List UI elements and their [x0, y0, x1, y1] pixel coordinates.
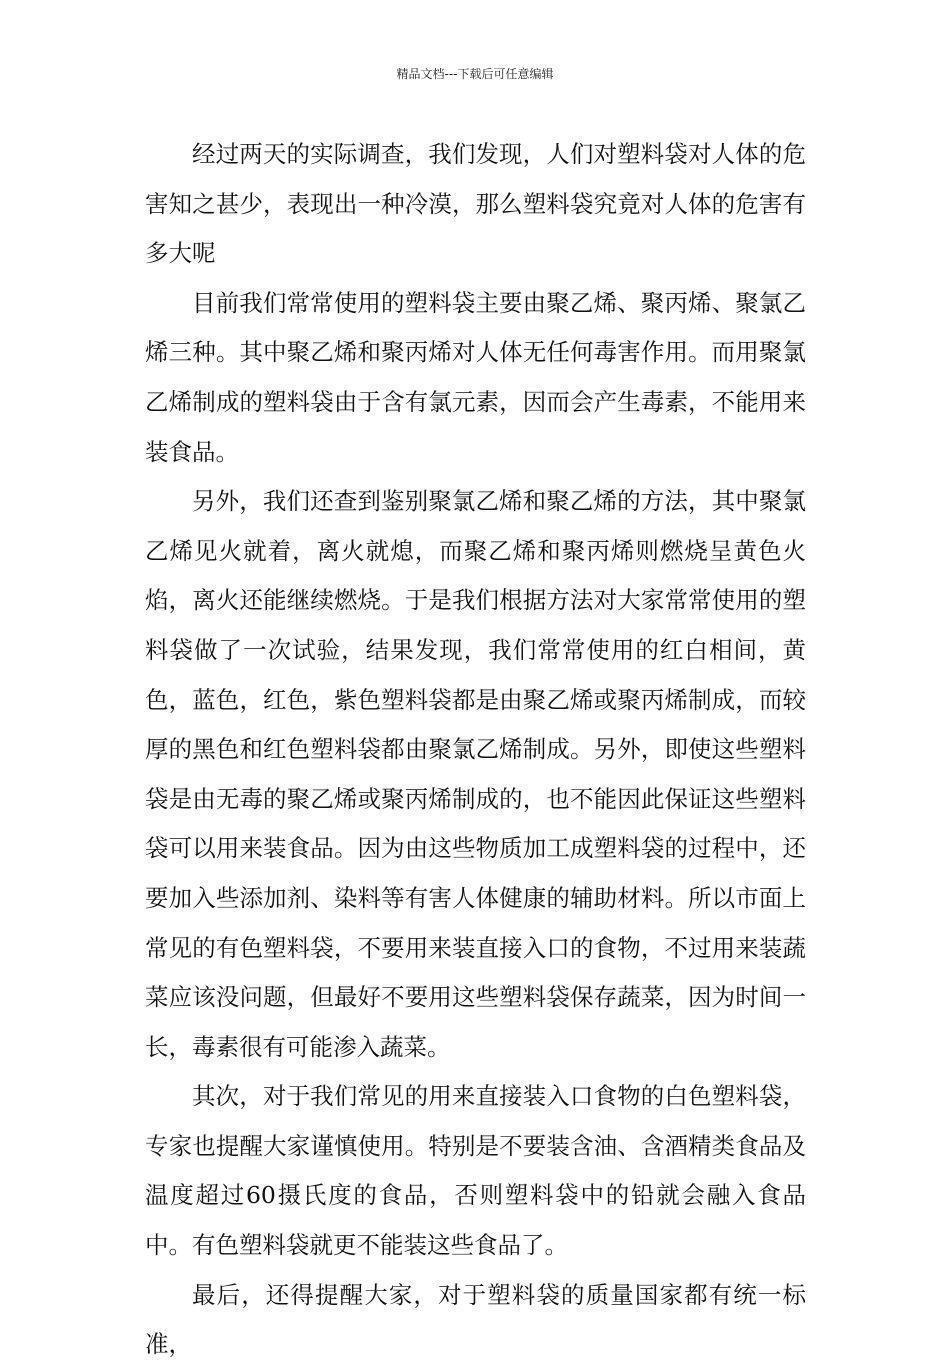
paragraph-4: 其次，对于我们常见的用来直接装入口食物的白色塑料袋，专家也提醒大家谨慎使用。特别是不要装含油、含酒精类食品及温度超过60摄氏度的食品，否则塑料袋中的铅就会融入食品中。有色塑料袋就更不能装这些食品了。	[145, 1082, 806, 1260]
paragraph-5: 最后，还得提醒大家，对于塑料袋的质量国家都有统一标准，	[145, 1280, 806, 1359]
page-header: 精品文档---下载后可任意编辑	[396, 67, 554, 81]
paragraph-2: 目前我们常常使用的塑料袋主要由聚乙烯、聚丙烯、聚氯乙烯三种。其中聚乙烯和聚丙烯对人体无任何毒害作用。而用聚氯乙烯制成的塑料袋由于含有氯元素，因而会产生毒素，不能用来装食品。	[145, 288, 806, 466]
paragraph-1: 经过两天的实际调查，我们发现，人们对塑料袋对人体的危害知之甚少，表现出一种冷漠，那么塑料袋究竟对人体的危害有多大呢	[145, 140, 806, 268]
paragraph-3: 另外，我们还查到鉴别聚氯乙烯和聚乙烯的方法，其中聚氯乙烯见火就着，离火就熄，而聚乙烯和聚丙烯则燃烧呈黄色火焰，离火还能继续燃烧。于是我们根据方法对大家常常使用的塑料袋做了一次试验，结果发现，我们常常使用的红白相间，黄色，蓝色，红色，紫色塑料袋都是由聚乙烯或聚丙烯制成，而较厚的黑色和红色塑料袋都由聚氯乙烯制成。另外，即使这些塑料袋是由无毒的聚乙烯或聚丙烯制成的，也不能因此保证这些塑料袋可以用来装食品。因为由这些物质加工成塑料袋的过程中，还要加入些添加剂、染料等有害人体健康的辅助材料。所以市面上常见的有色塑料袋，不要用来装直接入口的食物，不过用来装蔬菜应该没问题，但最好不要用这些塑料袋保存蔬菜，因为时间一长，毒素很有可能渗入蔬菜。	[145, 487, 806, 1061]
document-body	[145, 130, 806, 1370]
